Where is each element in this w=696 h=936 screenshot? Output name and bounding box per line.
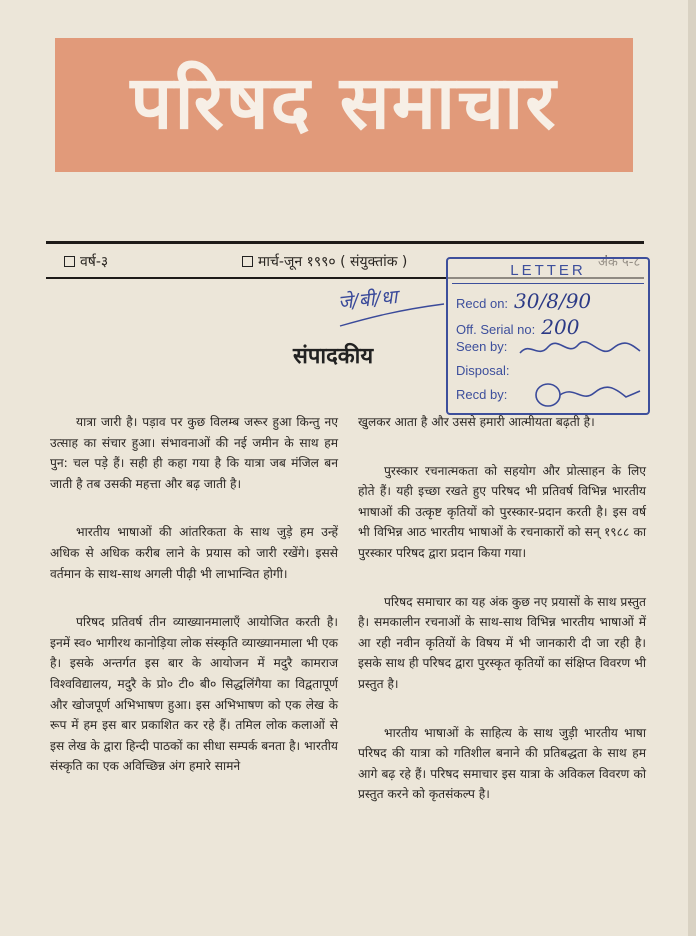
stamp-serial-label: Off. Serial no: xyxy=(456,322,536,337)
masthead-title: परिषद समाचार xyxy=(130,60,558,146)
seen-by-signature-icon xyxy=(516,337,644,363)
stamp-seen-by xyxy=(456,339,507,354)
header-rule-top xyxy=(46,241,644,244)
stamp-recd-by xyxy=(456,387,507,402)
stamp-serial xyxy=(456,315,579,339)
stamp-recd-on-value: 30/8/90 xyxy=(514,289,592,313)
editorial-right-column xyxy=(358,412,646,833)
handwritten-note: जे/बी/धा xyxy=(337,285,399,315)
editorial-paragraph: भारतीय भाषाओं की आंतरिकता के साथ जुड़े हम उन्हें अधिक से अधिक करीब लाने के प्रयास को जारी रखेंगे। इससे वर्तमान के साथ-साथ अगली पीढ़ी भी लाभान्वित होगी। xyxy=(50,525,338,581)
stamp-disposal-label: Disposal: xyxy=(456,363,510,378)
editorial-title: संपादकीय xyxy=(293,344,374,369)
issue-date-label xyxy=(242,252,407,271)
editorial-paragraph: पुरस्कार रचनात्मकता को सहयोग और प्रोत्साहन के लिए होते हैं। यही इच्छा रखते हुए परिषद भी प्रतिवर्ष विभिन्न भारतीय भाषाओं की उत्कृष्ट कृतियों को पुरस्कार-प्रदान करती है। इस वर्ष भी विभिन्न आठ भारतीय भाषाओं के रचनाकारों को सन् १९८८ का पुरस्कार परिषद द्वारा प्रदान किया गया। xyxy=(358,463,646,560)
editorial-paragraph: भारतीय भाषाओं के साहित्य के साथ जुड़ी भारतीय भाषा परिषद की यात्रा को गतिशील बनाने की प्रतिबद्धता के साथ हम आगे बढ़ रहे हैं। परिषद समाचार इस यात्रा के अविकल विवरण को प्रस्तुत करने को कृतसंकल्प है। xyxy=(358,725,646,802)
checkbox-square-icon xyxy=(64,256,75,267)
volume-text: वर्ष-३ xyxy=(80,254,109,270)
stamp-recd-on-label: Recd on: xyxy=(456,296,509,311)
editorial-paragraph: परिषद समाचार का यह अंक कुछ नए प्रयासों के साथ प्रस्तुत है। समकालीन रचनाओं के साथ-साथ विभिन्न भारतीय भाषाओं में आ रही नवीन कृतियों के विषय में भी जानकारी दी जा रही है। इसके साथ ही परिषद द्वारा पुरस्कृत कृतियों का संक्षिप्त विवरण भी प्रस्तुत है। xyxy=(358,594,646,691)
stamp-divider xyxy=(452,283,644,284)
issue-date-text: मार्च-जून १९९० ( संयुक्तांक ) xyxy=(258,254,408,270)
stamp-disposal xyxy=(456,363,509,378)
handwritten-underline-icon xyxy=(338,300,448,334)
editorial-paragraph: परिषद प्रतिवर्ष तीन व्याख्यानमालाएँ आयोजित करती है। इनमें स्व० भागीरथ कानोड़िया लोक संस्कृति व्याख्यानमाला भी एक है। इसके अन्तर्गत इस बार के आयोजन में मदुरै कामराज विश्वविद्यालय, मदुरै के प्रो० टी० बी० सिद्धलिंगैया का विद्वतापूर्ण और खोजपूर्ण अभिभाषण हुआ। इस अभिभाषण को एक लेख के रूप में हम इस बार प्रकाशित कर रहे हैं। तमिल लोक कलाओं से इस लेख के द्वारा हिन्दी पाठकों का सीधा सम्पर्क बनता है। भारतीय संस्कृति का एक अविच्छिन्न अंग हमारे सामने xyxy=(50,615,338,774)
stamp-seen-by-label: Seen by: xyxy=(456,339,508,354)
checkbox-square-icon xyxy=(242,256,253,267)
editorial-left-column xyxy=(50,412,338,805)
volume-label xyxy=(64,252,108,271)
recd-by-signature-icon xyxy=(530,381,644,409)
editorial-paragraph: खुलकर आता है और उससे हमारी आत्मीयता बढ़ती है। xyxy=(358,415,595,429)
stamp-title: LETTER xyxy=(510,262,586,279)
letter-received-stamp xyxy=(446,257,650,415)
stamp-recd-by-label: Recd by: xyxy=(456,387,508,402)
editorial-paragraph: यात्रा जारी है। पड़ाव पर कुछ विलम्ब जरूर हुआ किन्तु नए उत्साह का संचार हुआ। संभावनाओं की नई जमीन के साथ हम पुन: चल पड़े हैं। सही ही कहा गया है कि यात्रा जब मंजिल बन जाती है तब उसकी महत्ता और बढ़ जाती है। xyxy=(50,415,338,491)
masthead-banner xyxy=(55,38,633,172)
page-edge-shadow xyxy=(688,0,696,936)
stamp-recd-on xyxy=(456,289,591,313)
stamp-serial-value: 200 xyxy=(541,315,580,339)
